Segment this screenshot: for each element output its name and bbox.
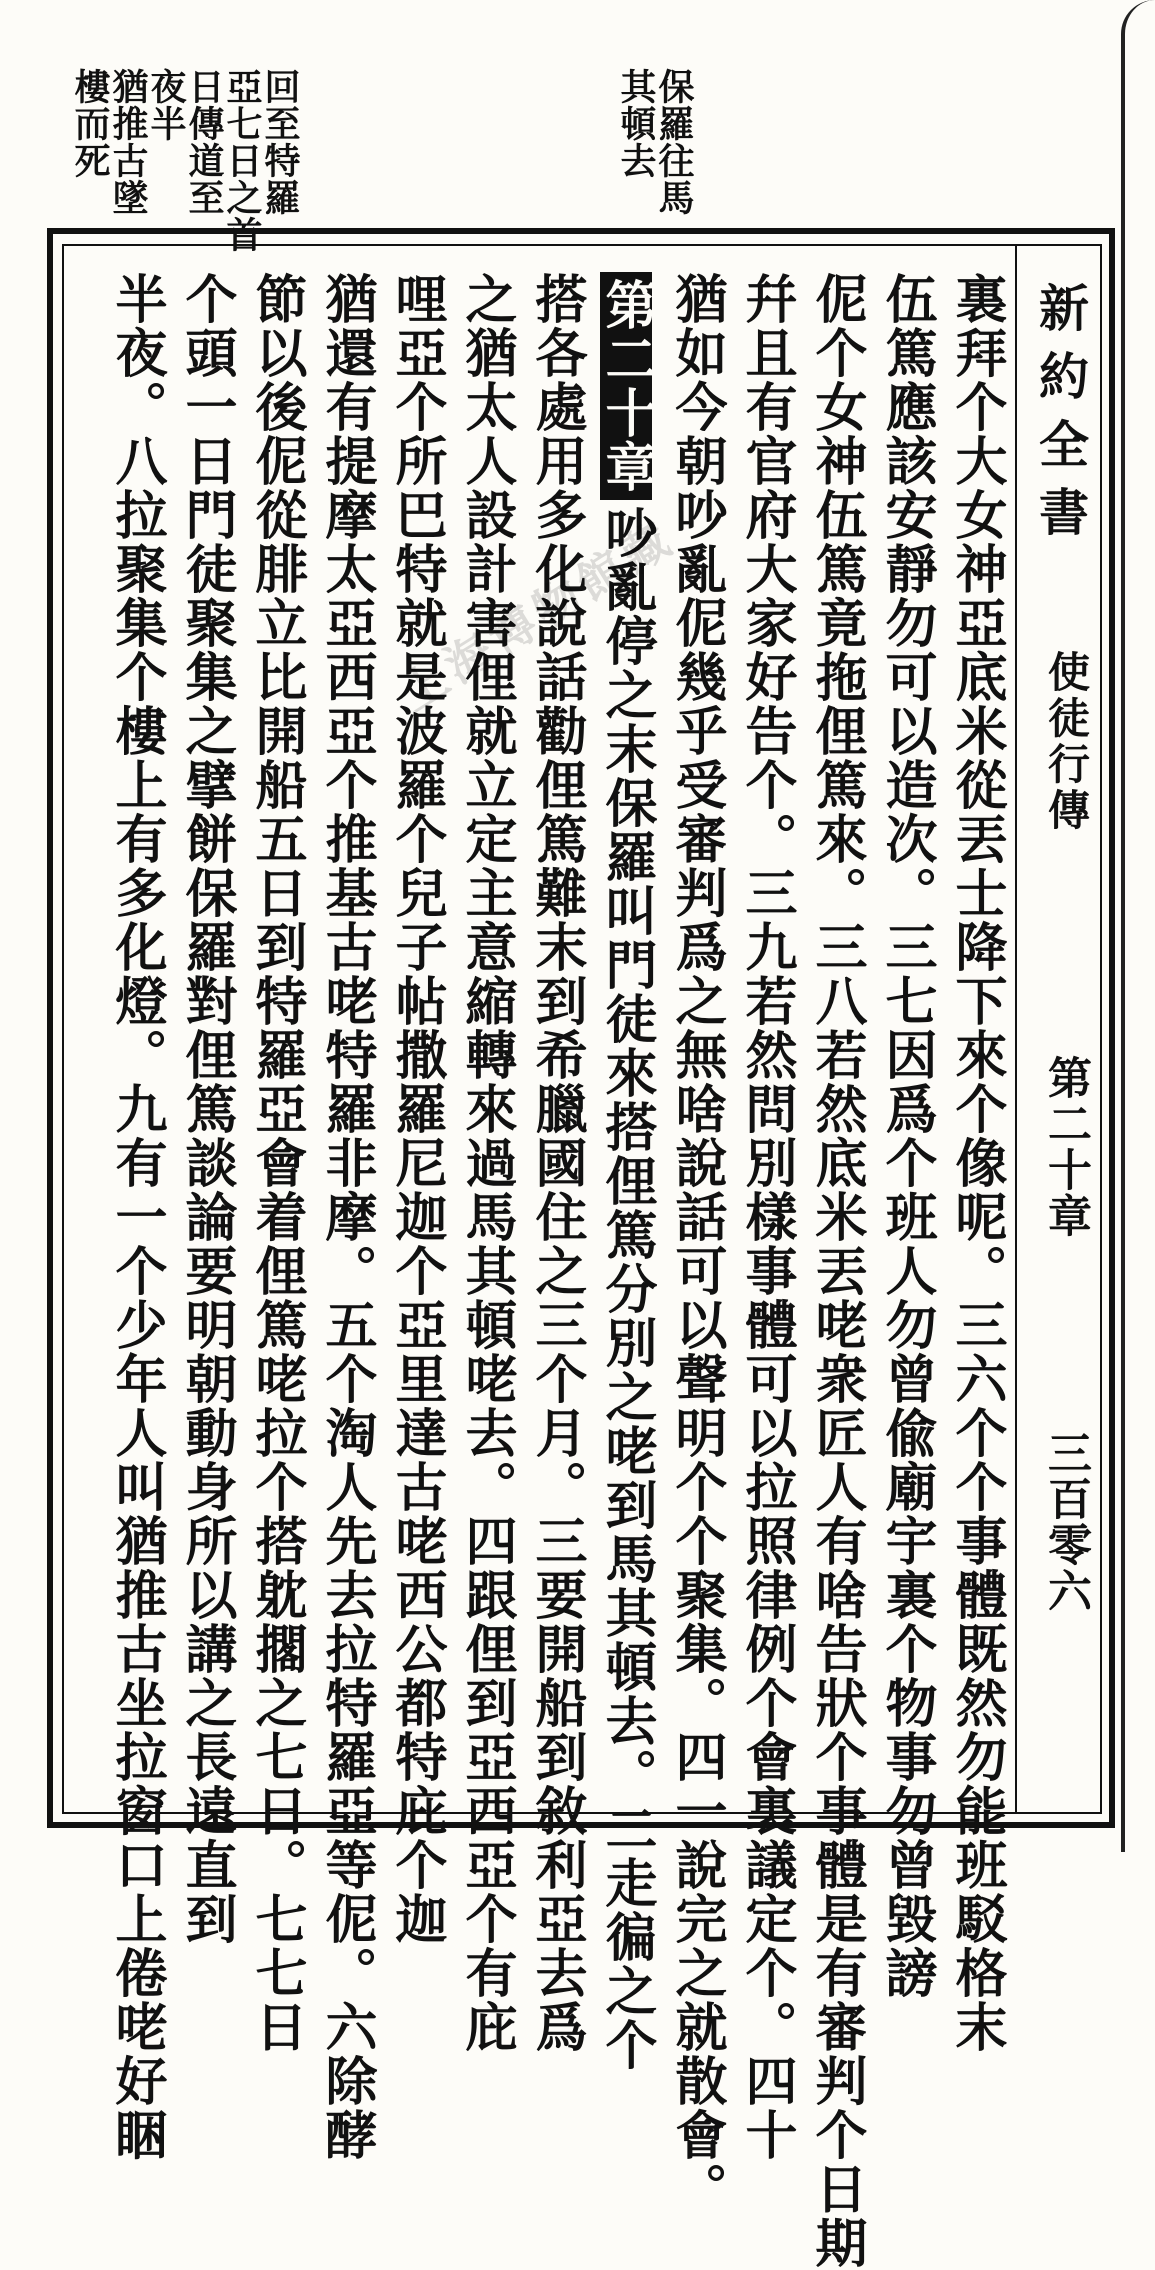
text-column: 之猶太人設計害俚就立定主意縮轉來過馬其頓咾去。四跟俚到亞西亞个有庇 <box>456 272 517 2054</box>
margin-note: 猶推古墜 <box>107 68 149 216</box>
text-column: 伲个女神伍篤竟拖俚篤來。三八若然底米丟咾衆匠人有啥告狀个事體是有審判个日期 <box>806 272 867 2270</box>
text-run: 吵亂停之末保羅叫門徒來搭俚篤分別之咾到馬其頓去。二走徧之个 <box>596 506 657 2072</box>
text-column: 裏拜个大女神亞底米從丟士降下來个像呢。三六个个事體既然勿能班駁格末 <box>946 272 1007 2054</box>
margin-note: 日傳道至 <box>183 68 225 216</box>
margin-note: 夜半 <box>145 68 187 142</box>
watermark-stamp: 上海博物館藏 <box>390 509 685 722</box>
text-column: 幷且有官府大家好告个。三九若然問別樣事體可以拉照律例个會裏議定个。四十 <box>736 272 797 2162</box>
header-divider <box>1015 244 1017 1814</box>
text-column: 節以後伲從腓立比開船五日到特羅亞會着俚篤咾拉个搭躭擱之七日。七七日 <box>246 272 307 2054</box>
text-column: 猶還有提摩太亞西亞个推基古咾特羅非摩。五个淘人先去拉特羅亞等伲。六除酵 <box>316 272 377 2162</box>
book-series-title: 新約全書 <box>1031 282 1090 554</box>
margin-note: 樓而死 <box>69 68 111 179</box>
chapter-heading: 第二十章 <box>1040 1055 1091 1239</box>
page-number: 三百零六 <box>1040 1430 1091 1614</box>
text-column: 猶如今朝吵亂伲幾乎受審判爲之無啥說話可以聲明个个聚集。四一說完之就散會。 <box>666 272 727 2216</box>
text-column: 伍篤應該安靜勿可以造次。三七因爲个班人勿曾偸廟宇裏个物事勿曾毀謗 <box>876 272 937 2000</box>
chapter-marker: 第二十章 <box>600 272 652 500</box>
text-column: 哩亞个所巴特就是波羅个兒子帖撒羅尼迦个亞里達古咾西公都特庇个迦 <box>386 272 447 1946</box>
text-column: 搭各處用多化說話勸俚篤難末到希臘國住之三个月。三要開船到敘利亞去爲 <box>526 272 587 2054</box>
book-name: 使徒行傳 <box>1042 650 1091 834</box>
text-column: 半夜。八拉聚集个樓上有多化燈。九有一个少年人叫猶推古坐拉窗口上倦咾好睏 <box>106 272 167 2162</box>
text-column: 个頭一日門徒聚集之擘餅保羅對俚篤談論要明朝動身所以講之長遠直到 <box>176 272 237 1946</box>
margin-note: 保羅往馬 <box>653 68 695 216</box>
margin-note: 亞七日之首 <box>221 68 263 253</box>
margin-note: 回至特羅 <box>259 68 301 216</box>
margin-note: 其頓去 <box>615 68 657 179</box>
page-edge <box>1121 0 1155 1852</box>
